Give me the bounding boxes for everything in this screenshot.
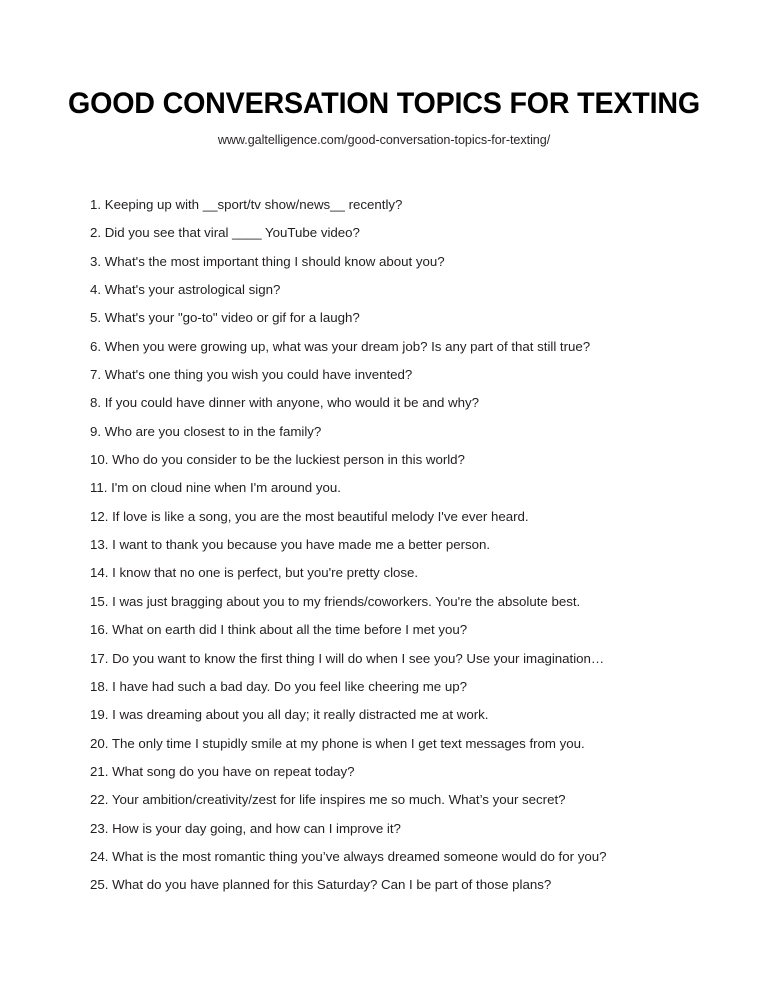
list-item: 14. I know that no one is perfect, but you're pretty close.: [90, 565, 419, 581]
list-item: 23. How is your day going, and how can I improve it?: [90, 820, 401, 836]
list-item: 15. I was just bragging about you to my friends/coworkers. You're the absolute best.: [90, 593, 581, 609]
list-item: 19. I was dreaming about you all day; it really distracted me at work.: [90, 707, 489, 723]
list-item: 25. What do you have planned for this Saturday? Can I be part of those plans?: [90, 877, 552, 893]
list-item: 10. Who do you consider to be the luckiest person in this world?: [90, 452, 465, 468]
source-url: www.galtelligence.com/good-conversation-topics-for-texting/: [217, 132, 551, 147]
list-item: 8. If you could have dinner with anyone, who would it be and why?: [90, 395, 479, 411]
list-item: 16. What on earth did I think about all the time before I met you?: [90, 622, 468, 638]
list-item: 11. I'm on cloud nine when I'm around you.: [90, 480, 341, 496]
list-item: 24. What is the most romantic thing you’ve always dreamed someone would do for you?: [90, 848, 607, 864]
list-item: 9. Who are you closest to in the family?: [90, 423, 322, 439]
conversation-topics-list: [90, 191, 708, 900]
list-item: 5. What's your "go-to" video or gif for a laugh?: [90, 310, 360, 326]
list-item: 13. I want to thank you because you have made me a better person.: [90, 537, 491, 553]
list-item: 21. What song do you have on repeat today?: [90, 763, 355, 779]
list-item: 4. What's your astrological sign?: [90, 282, 281, 298]
page-title: GOOD CONVERSATION TOPICS FOR TEXTING: [68, 87, 700, 120]
list-item: 1. Keeping up with __sport/tv show/news__ recently?: [90, 197, 403, 212]
list-item: 18. I have had such a bad day. Do you feel like cheering me up?: [90, 678, 467, 694]
list-item: 2. Did you see that viral ____ YouTube video?: [90, 225, 360, 241]
list-item: 7. What's one thing you wish you could have invented?: [90, 367, 413, 383]
document-header: [0, 0, 768, 147]
list-item: 12. If love is like a song, you are the most beautiful melody I've ever heard.: [90, 508, 529, 524]
list-item: 6. When you were growing up, what was your dream job? Is any part of that still true?: [90, 338, 591, 354]
list-item: 17. Do you want to know the first thing I will do when I see you? Use your imagination…: [90, 650, 605, 666]
list-item: 20. The only time I stupidly smile at my phone is when I get text messages from you.: [90, 735, 585, 751]
list-item: 22. Your ambition/creativity/zest for life inspires me so much. What’s your secret?: [90, 792, 566, 808]
list-item: 3. What's the most important thing I should know about you?: [90, 253, 445, 269]
